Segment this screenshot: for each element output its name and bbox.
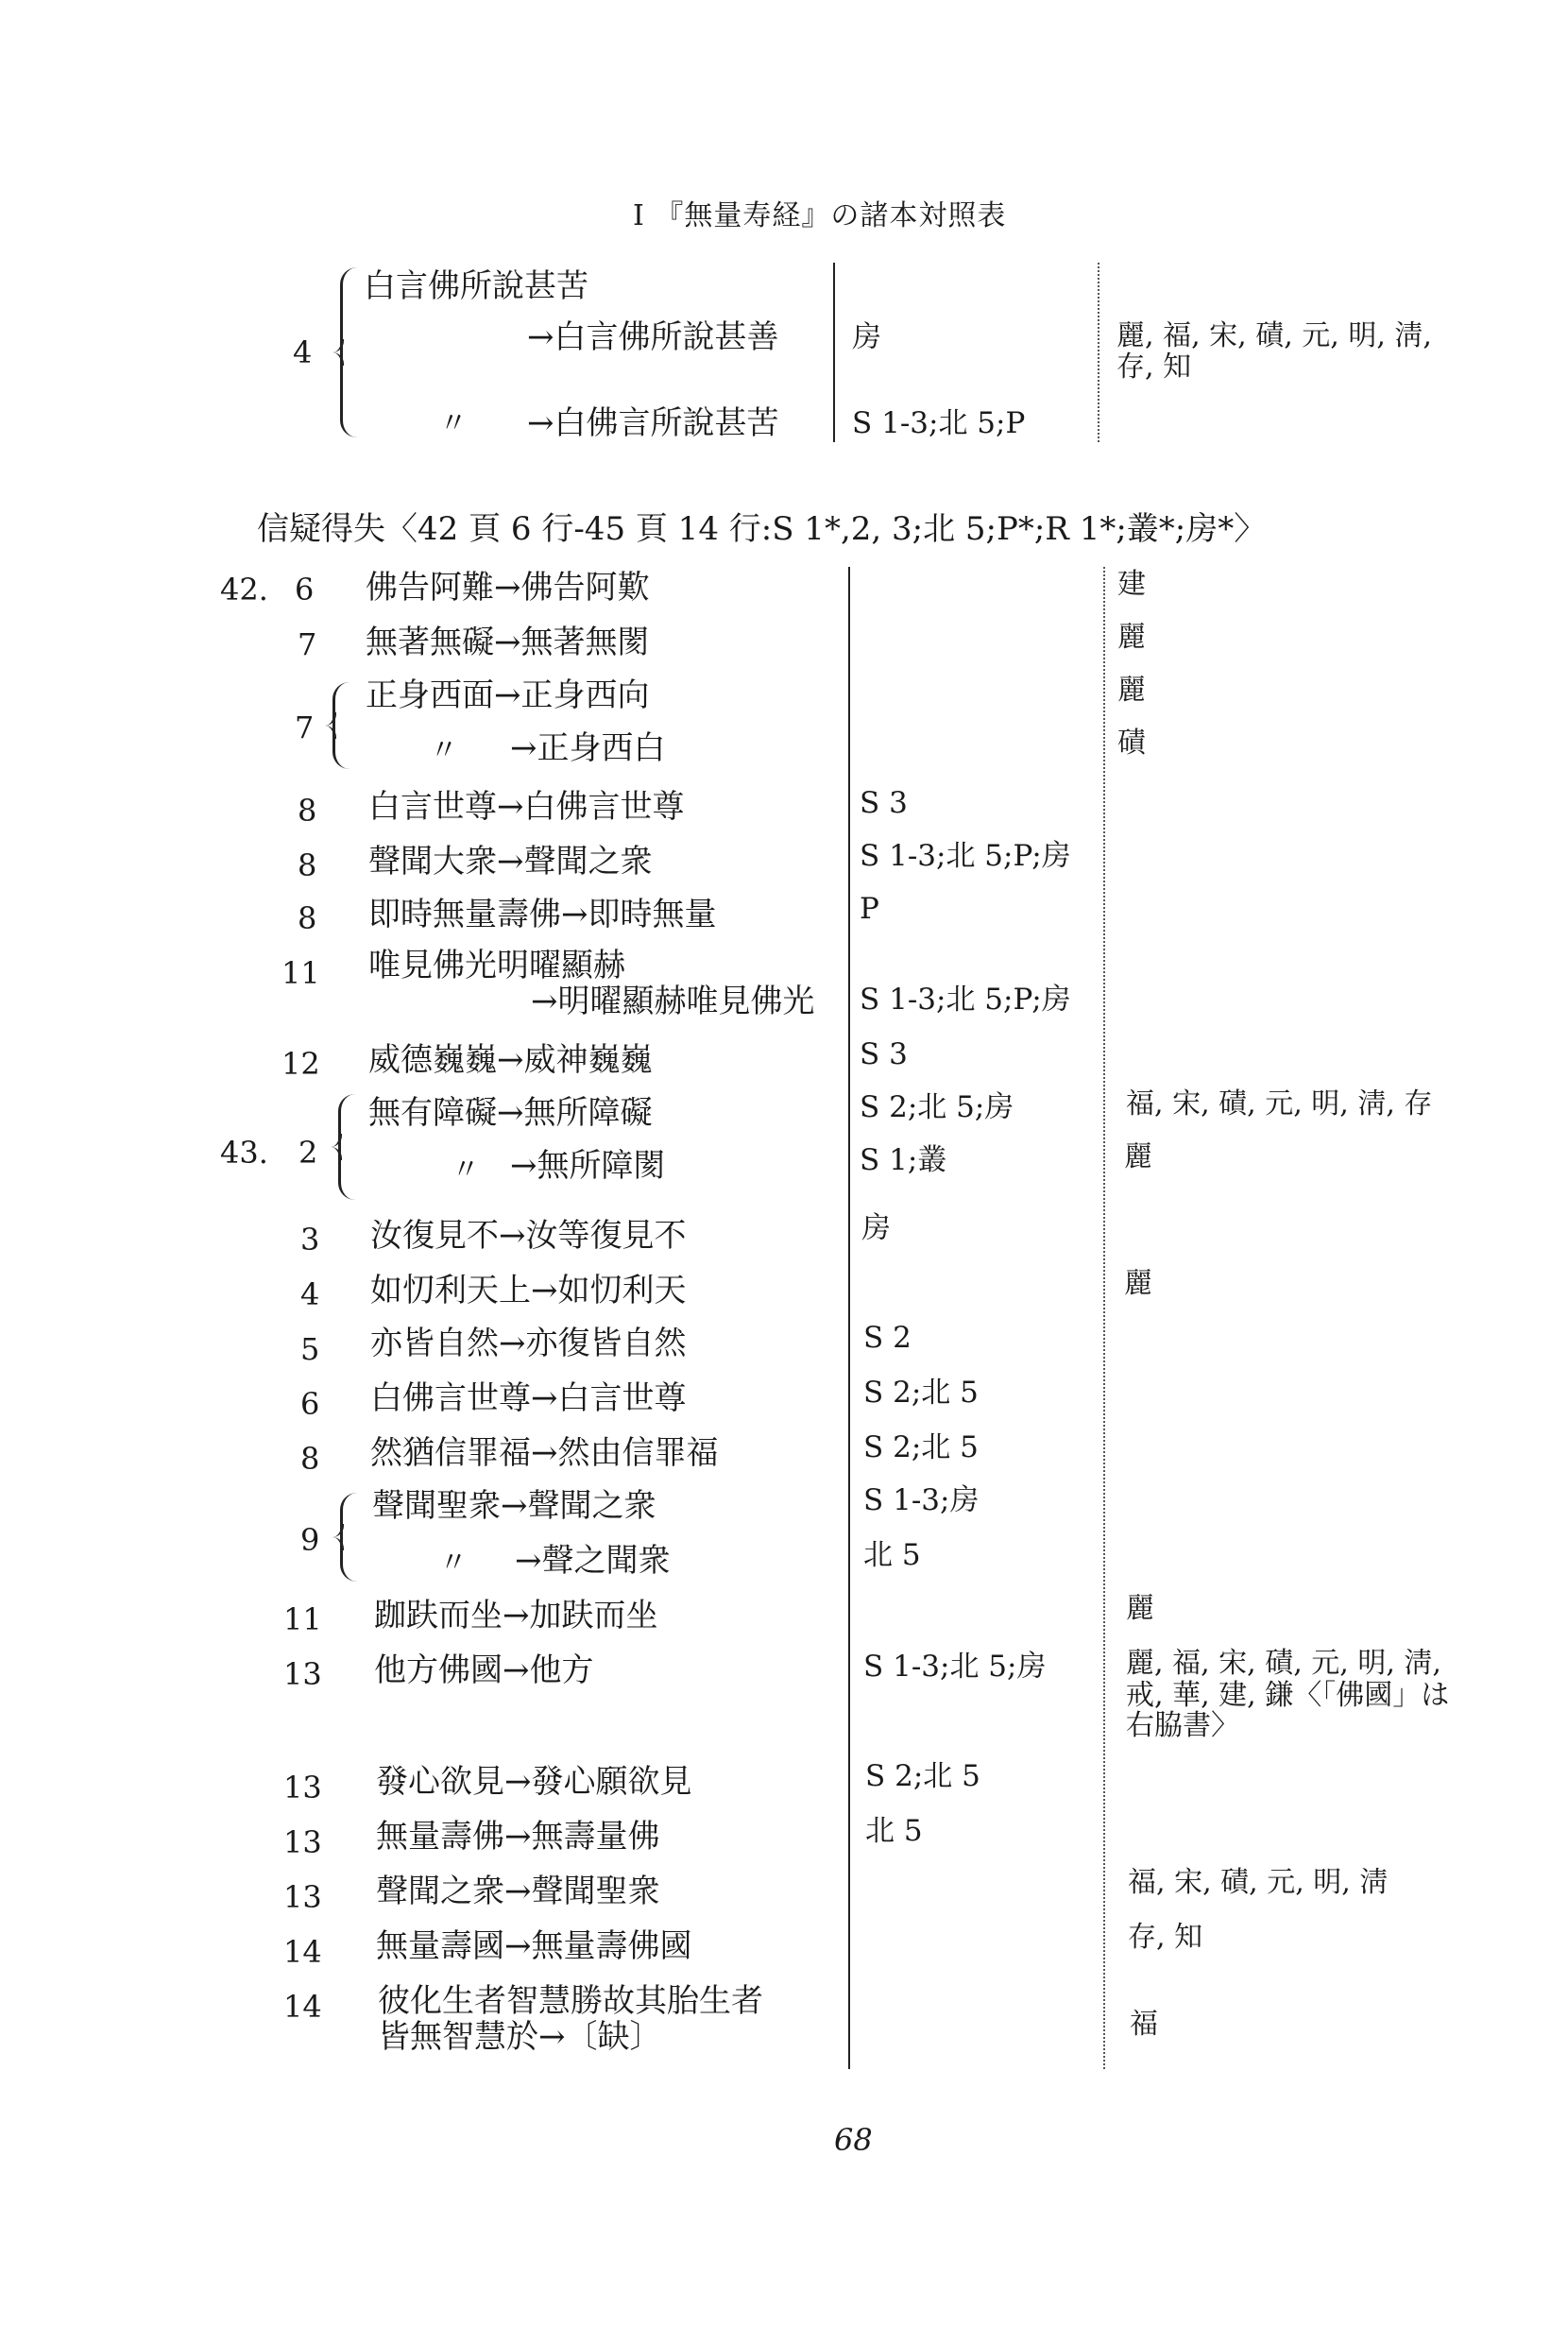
column-rule bbox=[833, 263, 835, 442]
line-number: 8 bbox=[300, 1441, 320, 1477]
entry-text: 然猶信罪福→然由信罪福 bbox=[370, 1434, 719, 1472]
witness: 房 bbox=[861, 1211, 891, 1245]
line-number: 5 bbox=[300, 1331, 320, 1367]
entry-text: 白言世尊→白佛言世尊 bbox=[368, 788, 685, 826]
entry-text: 即時無量壽佛→即時無量 bbox=[368, 896, 717, 933]
editions: 麗 bbox=[1124, 1140, 1152, 1173]
entry-text: 皆無智慧於→〔缺〕 bbox=[378, 2018, 662, 2056]
line-number: 3 bbox=[300, 1222, 320, 1258]
line-number: 7 bbox=[298, 626, 317, 662]
entry-text: →正身西白 bbox=[510, 729, 666, 767]
brace bbox=[340, 267, 364, 437]
editions: 福 bbox=[1130, 2008, 1158, 2041]
line-number: 13 bbox=[283, 1656, 322, 1692]
line-number: 11 bbox=[283, 1601, 322, 1637]
ditto-mark: 〃 bbox=[439, 407, 468, 440]
editions: 麗, 福, 宋, 磧, 元, 明, 淸, bbox=[1116, 319, 1432, 352]
column-rule bbox=[1103, 567, 1105, 2069]
editions: 福, 宋, 磧, 元, 明, 淸 bbox=[1128, 1866, 1389, 1899]
entry-text: 跏趺而坐→加趺而坐 bbox=[374, 1597, 658, 1634]
editions: 麗 bbox=[1124, 1267, 1152, 1300]
witness: S 1-3;房 bbox=[863, 1483, 980, 1517]
line-number: 4 bbox=[300, 1276, 320, 1312]
entry-text: →聲之聞衆 bbox=[515, 1542, 671, 1580]
entry-text: →白言佛所說甚善 bbox=[527, 318, 779, 356]
witness: S 2 bbox=[863, 1321, 912, 1355]
section-heading: 信疑得失〈42 頁 6 行-45 頁 14 行:S 1*,2, 3;北 5;P*;R 1*;叢*;房*〉 bbox=[257, 510, 1267, 548]
line-number: 6 bbox=[300, 1386, 320, 1422]
line-number: 6 bbox=[295, 572, 315, 607]
entry-text: 無量壽佛→無壽量佛 bbox=[376, 1818, 660, 1856]
column-rule bbox=[848, 567, 850, 2069]
entry-text: 聲聞聖衆→聲聞之衆 bbox=[372, 1487, 656, 1525]
ditto-mark: 〃 bbox=[452, 1154, 480, 1187]
entry-text: 無有障礙→無所障礙 bbox=[368, 1094, 653, 1132]
editions: 磧 bbox=[1117, 727, 1146, 760]
entry-text: 汝復見不→汝等復見不 bbox=[370, 1217, 687, 1255]
entry-text: 發心欲見→發心願欲見 bbox=[376, 1763, 692, 1801]
editions: 建 bbox=[1117, 568, 1146, 601]
line-number: 8 bbox=[298, 900, 317, 936]
line-number: 11 bbox=[281, 955, 320, 991]
page-number: 42. bbox=[220, 572, 268, 607]
entry-text: 亦皆自然→亦復皆自然 bbox=[370, 1325, 687, 1362]
page-title: I 『無量寿経』の諸本対照表 bbox=[633, 199, 1007, 232]
ditto-mark: 〃 bbox=[430, 734, 458, 767]
entry-text: →白佛言所說甚苦 bbox=[527, 404, 779, 442]
entry-text: 彼化生者智慧勝故其胎生者 bbox=[378, 1982, 763, 2020]
entry-text: 無著無礙→無著無閡 bbox=[366, 624, 650, 661]
line-number: 14 bbox=[283, 1989, 322, 2025]
ditto-mark: 〃 bbox=[439, 1547, 468, 1580]
editions: 存, 知 bbox=[1116, 351, 1192, 384]
editions: 麗 bbox=[1126, 1592, 1154, 1625]
entry-text: 他方佛國→他方 bbox=[374, 1651, 594, 1689]
editions: 存, 知 bbox=[1128, 1921, 1203, 1954]
entry-text: 佛告阿難→佛告阿歎 bbox=[366, 569, 650, 607]
line-number: 12 bbox=[281, 1046, 320, 1082]
entry-text: 聲聞之衆→聲聞聖衆 bbox=[376, 1873, 660, 1910]
witness: 房 bbox=[852, 320, 881, 354]
witness: P bbox=[860, 892, 879, 926]
witness: S 1-3;北 5;P;房 bbox=[860, 983, 1071, 1017]
witness: S 1-3;北 5;P bbox=[852, 406, 1026, 440]
witness: S 3 bbox=[860, 786, 908, 820]
line-number: 13 bbox=[283, 1770, 322, 1805]
editions: 右脇書〉 bbox=[1126, 1709, 1239, 1742]
line-number: 8 bbox=[298, 793, 317, 829]
entry-text: 聲聞大衆→聲聞之衆 bbox=[368, 843, 653, 881]
line-number: 7 bbox=[295, 710, 315, 745]
entry-text: →明曜顯赫唯見佛光 bbox=[531, 983, 815, 1020]
witness: 北 5 bbox=[865, 1814, 923, 1848]
entry-text: 如忉利天上→如忉利天 bbox=[370, 1272, 687, 1309]
witness: S 3 bbox=[860, 1037, 908, 1071]
witness: S 2;北 5 bbox=[863, 1430, 979, 1464]
editions: 戒, 華, 建, 鎌〈「佛國」は bbox=[1126, 1679, 1450, 1712]
entry-text: 威德巍巍→威神巍巍 bbox=[368, 1041, 653, 1079]
line-number: 14 bbox=[283, 1934, 322, 1970]
entry-text: 唯見佛光明曜顯赫 bbox=[368, 947, 625, 984]
editions: 麗 bbox=[1117, 621, 1146, 654]
line-number: 2 bbox=[298, 1135, 318, 1171]
witness: S 2;北 5;房 bbox=[860, 1090, 1014, 1124]
line-number: 13 bbox=[283, 1824, 322, 1860]
brace bbox=[332, 682, 356, 769]
witness: S 2;北 5 bbox=[863, 1376, 979, 1410]
editions: 麗 bbox=[1117, 674, 1146, 707]
column-rule bbox=[1098, 263, 1099, 442]
page-number-footer: 68 bbox=[834, 2122, 873, 2158]
line-number: 4 bbox=[293, 334, 313, 370]
entry-text: 無量壽國→無量壽佛國 bbox=[376, 1927, 692, 1965]
witness: S 1-3;北 5;P;房 bbox=[860, 839, 1071, 873]
entry-text: →無所障閡 bbox=[510, 1147, 666, 1185]
line-number: 8 bbox=[298, 847, 317, 883]
editions: 麗, 福, 宋, 磧, 元, 明, 淸, bbox=[1126, 1647, 1441, 1680]
witness: 北 5 bbox=[863, 1538, 921, 1572]
witness: S 2;北 5 bbox=[865, 1759, 980, 1793]
entry-text: 白言佛所說甚苦 bbox=[364, 267, 588, 305]
line-number: 13 bbox=[283, 1879, 322, 1915]
page-number: 43. bbox=[220, 1135, 268, 1171]
witness: S 1-3;北 5;房 bbox=[863, 1650, 1047, 1684]
entry-text: 白佛言世尊→白言世尊 bbox=[370, 1379, 687, 1417]
brace bbox=[340, 1493, 364, 1582]
line-number: 9 bbox=[300, 1522, 320, 1558]
witness: S 1;叢 bbox=[860, 1143, 947, 1177]
entry-text: 正身西面→正身西向 bbox=[366, 676, 650, 714]
brace bbox=[338, 1094, 362, 1200]
editions: 福, 宋, 磧, 元, 明, 淸, 存 bbox=[1126, 1087, 1433, 1121]
